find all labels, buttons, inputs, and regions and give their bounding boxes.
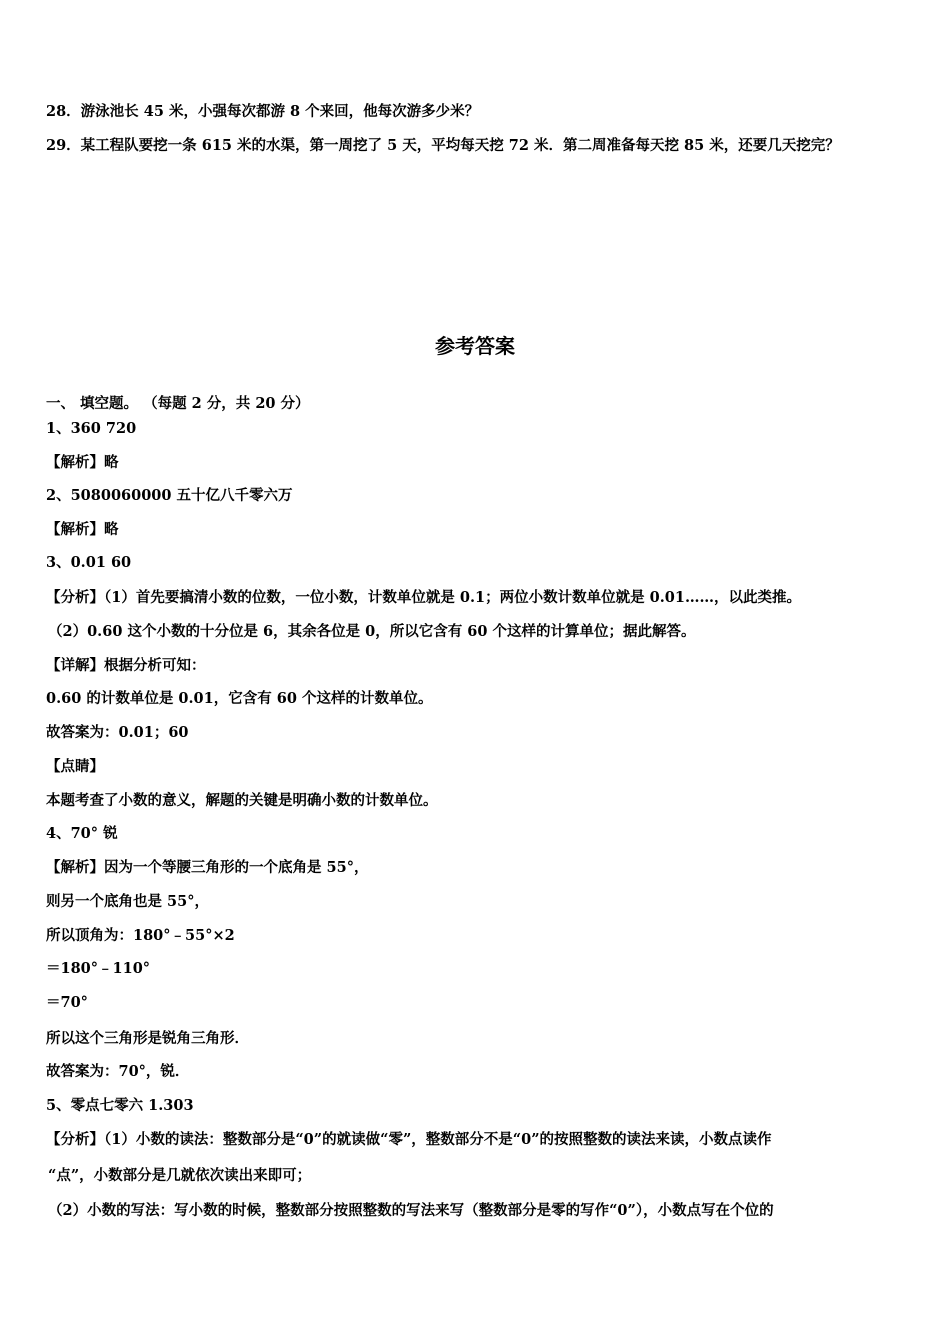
question-29: 29．某工程队要挖一条 615 米的水渠，第一周挖了 5 天，平均每天挖 72 米．第二周准备每天挖 85 米，还要几天挖完？ [46, 137, 840, 154]
answer-line: 所以这个三角形是锐角三角形． [46, 1030, 249, 1047]
question-28: 28．游泳池长 45 米，小强每次都游 8 个来回，他每次游多少米？ [46, 103, 480, 120]
answer-line: 则另一个底角也是 55°， [46, 893, 209, 910]
answer-line: 【解析】因为一个等腰三角形的一个底角是 55°， [46, 859, 369, 876]
answer-line: 【解析】略 [46, 454, 119, 471]
answer-line: ＝180°﹣110° [46, 960, 151, 977]
answer-line: 所以顶角为：180°﹣55°×2 [46, 927, 235, 944]
answer-line: 1、360 720 [46, 420, 137, 437]
answer-line: 4、70° 锐 [46, 825, 118, 842]
answer-line: 5、零点七零六 1.303 [46, 1097, 194, 1114]
answer-line: 0.60 的计数单位是 0.01，它含有 60 个这样的计数单位。 [46, 690, 433, 707]
answer-line: 3、0.01 60 [46, 554, 132, 571]
answer-line: “点”，小数部分是几就依次读出来即可； [48, 1167, 312, 1184]
answer-line: 一、 填空题。 （每题 2 分，共 20 分） [46, 395, 310, 412]
answer-line: 故答案为：70°，锐． [46, 1063, 190, 1080]
answer-line: 2、5080060000 五十亿八千零六万 [46, 487, 293, 504]
answer-line: 【分析】（1）首先要搞清小数的位数，一位小数，计数单位就是 0.1；两位小数计数单位就是 0.01……，以此类推。 [46, 589, 801, 606]
answer-line: 【详解】根据分析可知： [46, 657, 206, 674]
answer-line: 【解析】略 [46, 521, 119, 538]
answer-title: 参考答案 [435, 334, 515, 358]
answer-line: 故答案为：0.01；60 [46, 724, 189, 741]
answer-line: 【分析】（1）小数的读法：整数部分是“0”的就读做“零”，整数部分不是“0”的按照整数的读法来读，小数点读作 [46, 1131, 772, 1148]
answer-line: （2）0.60 这个小数的十分位是 6，其余各位是 0，所以它含有 60 个这样的计算单位；据此解答。 [48, 623, 696, 640]
answer-line: （2）小数的写法：写小数的时候，整数部分按照整数的写法来写（整数部分是零的写作“0”），小数点写在个位的 [48, 1202, 774, 1219]
answer-line: 【点睛】 [46, 758, 104, 775]
answer-line: ＝70° [46, 994, 88, 1011]
answer-line: 本题考查了小数的意义，解题的关键是明确小数的计数单位。 [46, 792, 438, 809]
